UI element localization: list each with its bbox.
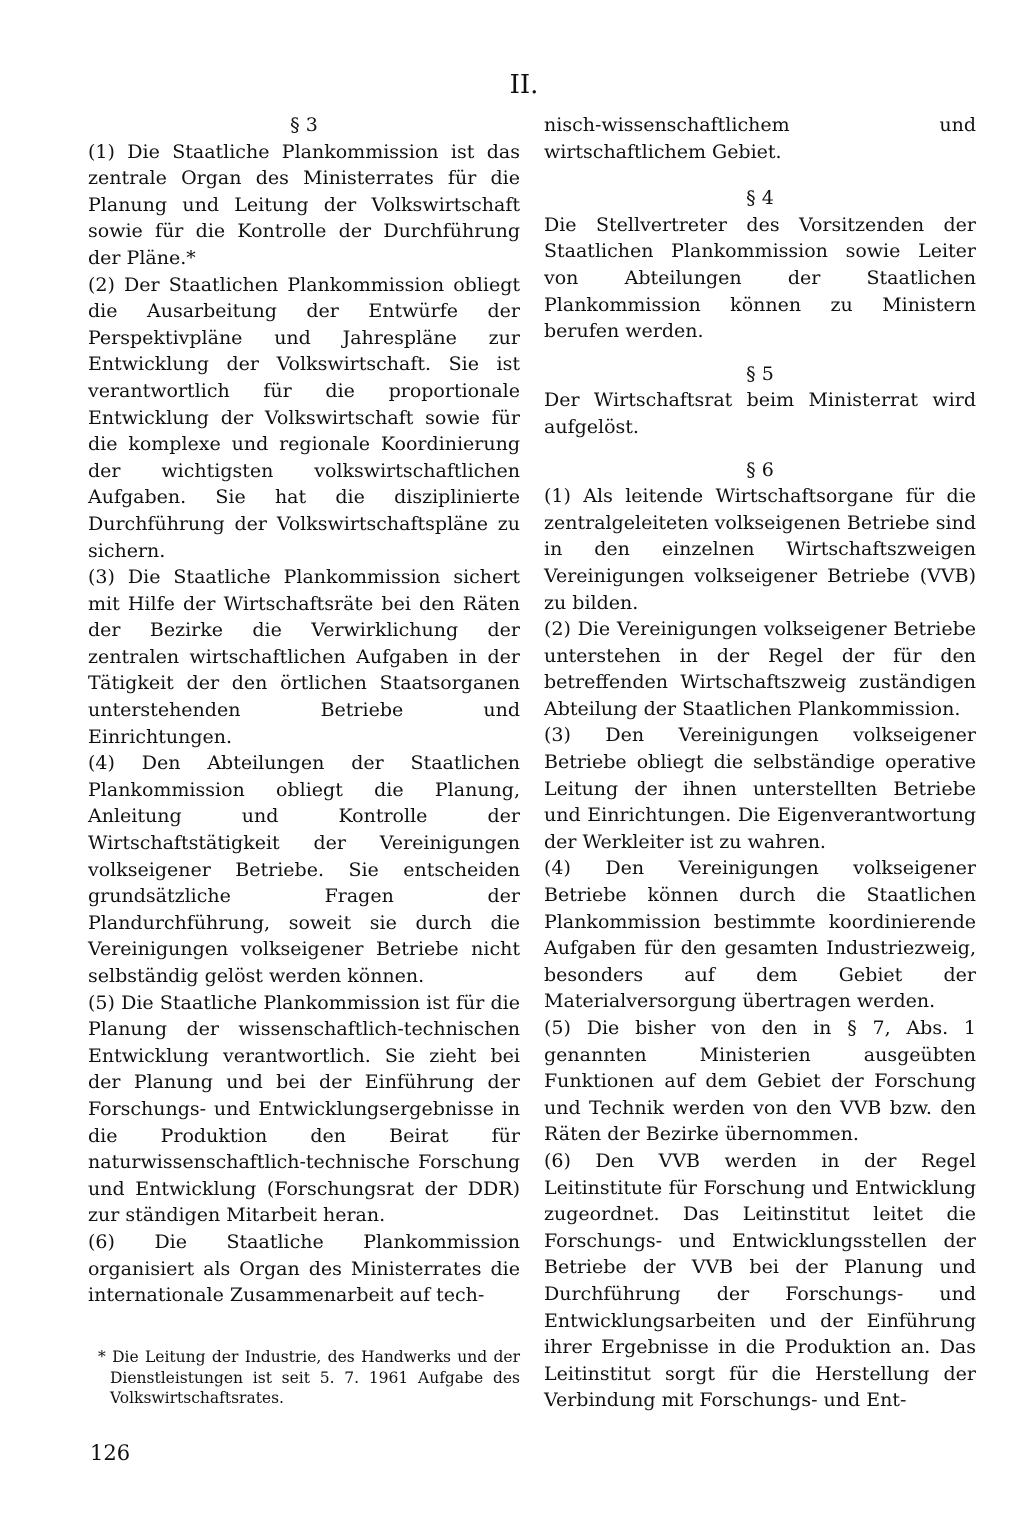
section-heading-6: § 6 [746, 458, 774, 481]
paragraph-continuation: nisch-wissenschaftlichem und wirtschaftlichem Gebiet. [544, 114, 976, 163]
paragraph-5: Der Wirtschaftsrat beim Ministerrat wird aufgelöst. [544, 389, 976, 438]
paragraph-6-6: (6) Den VVB werden in der Regel Leitinstitute für Forschung und Entwicklung zugeordnet. Das Leitinstitut leitet die Forschungs- und Entwicklungsstellen der Betriebe der VVB bei der Planung und Durchführung der Forschungs- und Entwicklungsarbeiten und der Einführung ihrer Ergebnisse in die Produktion an. Das Leitinstitut sorgt für die Herstellung der Verbindung mit Forschungs- und Ent- [544, 1149, 976, 1412]
paragraph-3-3: (3) Die Staatliche Plankommission sichert mit Hilfe der Wirtschaftsräte bei den Räten der Bezirke die Verwirklichung der zentralen wirtschaftlichen Aufgaben in der Tätigkeit der den örtlichen Staatsorganen unterstehenden Betriebe und Einrichtungen. [88, 566, 520, 748]
chapter-header: II. [509, 70, 539, 100]
footnote: * Die Leitung der Industrie, des Handwerks und der Dienstleistungen ist seit 5. 7. 1961 Aufgabe des Volkswirtschaftsrates. [98, 1348, 520, 1407]
paragraph-3-4: (4) Den Abteilungen der Staatlichen Plankommission obliegt die Planung, Anleitung und Kontrolle der Wirtschaftstätigkeit der Vereinigungen volkseigener Betriebe. Sie entscheiden grundsätzliche Fragen der Plandurchführung, soweit sie durch die Vereinigungen volkseigener Betriebe nicht selbständig gelöst werden können. [88, 752, 520, 987]
paragraph-3-2: (2) Der Staatlichen Plankommission obliegt die Ausarbeitung der Entwürfe der Perspektivpläne und Jahrespläne zur Entwicklung der Volkswirtschaft. Sie ist verantwortlich für die proportionale Entwicklung der Volkswirtschaft sowie für die komplexe und regionale Koordinierung der wichtigsten volkswirtschaftlichen Aufgaben. Sie hat die disziplinierte Durchführung der Volkswirtschaftspläne zu sichern. [88, 273, 520, 562]
paragraph-3-5: (5) Die Staatliche Plankommission ist für die Planung der wissenschaftlich-technischen Entwicklung verantwortlich. Sie zieht bei der Planung und bei der Einführung der Forschungs- und Entwicklungsergebnisse in die Produktion den Beirat für naturwissenschaftlich-technische Forschung und Entwicklung (Forschungsrat der DDR) zur ständigen Mitarbeit heran. [88, 991, 520, 1227]
paragraph-6-5: (5) Die bisher von den in § 7, Abs. 1 genannten Ministerien ausgeübten Funktionen auf dem Gebiet der Forschung und Technik werden von den VVB bzw. den Räten der Bezirke übernommen. [544, 1017, 976, 1146]
left-column [88, 112, 520, 1309]
section-heading-4: § 4 [746, 187, 774, 210]
paragraph-4: Die Stellvertreter des Vorsitzenden der Staatlichen Plankommission sowie Leiter von Abteilungen der Staatlichen Plankommission können zu Ministern berufen werden. [544, 213, 976, 343]
paragraph-6-1: (1) Als leitende Wirtschaftsorgane für die zentralgeleiteten volkseigenen Betriebe sind in den einzelnen Wirtschaftszweigen Vereinigungen volkseigener Betriebe (VVB) zu bilden. [544, 485, 976, 614]
right-column [544, 112, 976, 1414]
section-heading-5: § 5 [746, 362, 774, 385]
paragraph-6-2: (2) Die Vereinigungen volkseigener Betriebe unterstehen in der Regel der für den betreffenden Wirtschaftszweig zuständigen Abteilung der Staatlichen Plankommission. [544, 618, 976, 720]
paragraph-6-4: (4) Den Vereinigungen volkseigener Betriebe können durch die Staatlichen Plankommission bestimmte koordinierende Aufgaben für den gesamten Industriezweig, besonders auf dem Gebiet der Materialversorgung übertragen werden. [544, 857, 976, 1013]
paragraph-3-1: (1) Die Staatliche Plankommission ist das zentrale Organ des Ministerrates für die Planung und Leitung der Volkswirtschaft sowie für die Kontrolle der Durchführung der Pläne.* [88, 140, 520, 269]
page-number: 126 [90, 1441, 131, 1465]
paragraph-3-6: (6) Die Staatliche Plankommission organisiert als Organ des Ministerrates die internationale Zusammenarbeit auf tech- [88, 1230, 520, 1307]
section-heading-3: § 3 [290, 114, 318, 136]
paragraph-6-3: (3) Den Vereinigungen volkseigener Betriebe obliegt die selbständige operative Leitung der ihnen unterstellten Betriebe und Einrichtungen. Die Eigenverantwortung der Werkleiter ist zu wahren. [544, 724, 976, 853]
